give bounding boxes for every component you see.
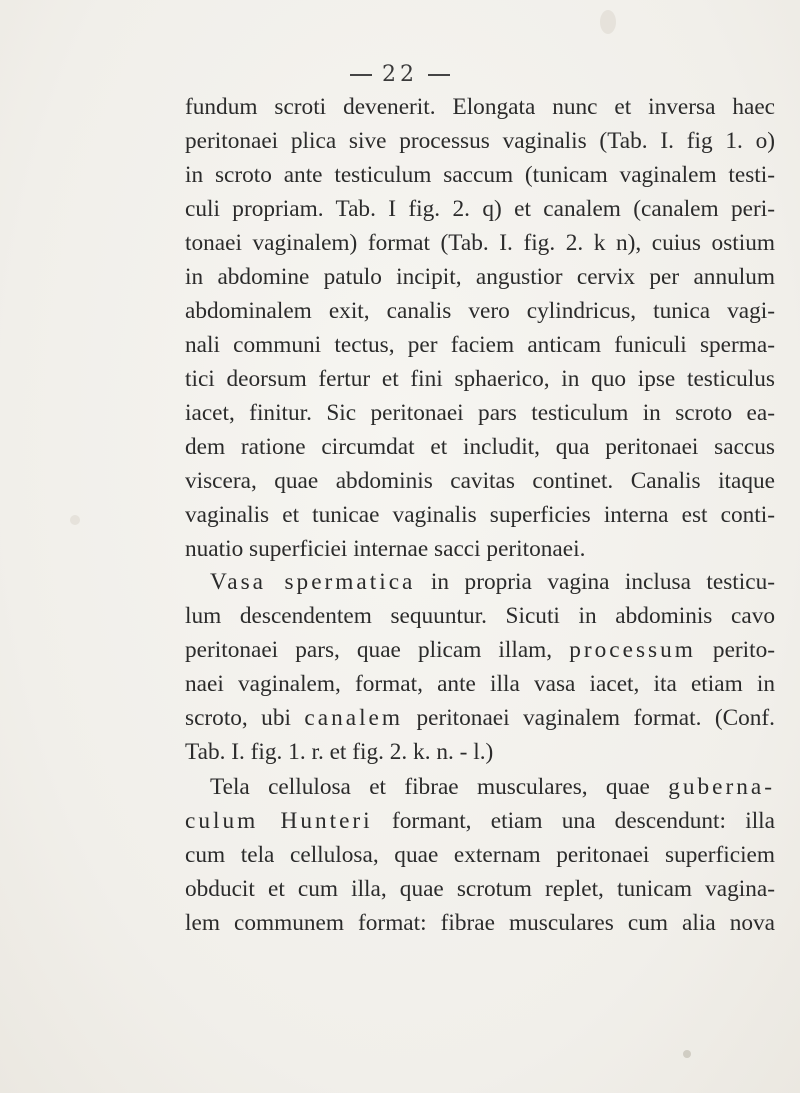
spaced-term: culum Hunteri	[185, 808, 373, 834]
text-line: naei vaginalem, format, ante illa vasa iacet, ita etiam in	[185, 671, 775, 697]
text-line: nuatio superficiei internae sacci peritonaei.	[185, 536, 586, 562]
text-line: fundum scroti devenerit. Elongata nunc et inversa haec	[185, 94, 775, 120]
text-span: in propria vagina inclusa testicu-	[430, 569, 776, 595]
spaced-term: Vasa spermatica	[210, 569, 416, 595]
text-line: peritonaei plica sive processus vaginalis (Tab. I. fig 1. o)	[185, 128, 775, 154]
page-number-dash-right	[428, 74, 450, 76]
paper-stain	[70, 515, 80, 525]
text-line: vaginalis et tunicae vaginalis superficies interna est conti-	[185, 502, 775, 528]
text-line: obducit et cum illa, quae scrotum replet, tunicam vagina-	[185, 876, 775, 902]
text-line: in scroto ante testiculum saccum (tunicam vaginalem testi-	[185, 162, 775, 188]
page-number	[0, 62, 800, 87]
text-span: perito-	[712, 637, 776, 663]
text-line: culi propriam. Tab. I fig. 2. q) et canalem (canalem peri-	[185, 196, 775, 222]
text-span: formant, etiam una descendunt: illa	[391, 808, 775, 834]
spaced-term: guberna-	[668, 774, 775, 800]
paper-stain	[600, 10, 616, 34]
text-line	[185, 770, 775, 804]
text-line: tonaei vaginalem) format (Tab. I. fig. 2. k n), cuius ostium	[185, 230, 775, 256]
page-number-text: 22	[382, 62, 418, 87]
text-line: iacet, finitur. Sic peritonaei pars testiculum in scroto ea-	[185, 400, 775, 426]
text-line: lem communem format: fibrae musculares cum alia nova	[185, 910, 775, 936]
paragraph-3	[185, 770, 775, 940]
text-line: viscera, quae abdominis cavitas continet. Canalis itaque	[185, 468, 775, 494]
text-line	[185, 804, 775, 838]
paper-stain	[683, 1050, 691, 1058]
paragraph-1	[185, 90, 775, 566]
text-line	[185, 565, 775, 599]
text-line: lum descendentem sequuntur. Sicuti in abdominis cavo	[185, 603, 775, 629]
paragraph-2	[185, 565, 775, 769]
text-line: nali communi tectus, per faciem anticam funiculi sperma-	[185, 332, 775, 358]
text-line: dem ratione circumdat et includit, qua peritonaei saccus	[185, 434, 775, 460]
spaced-term: processum	[569, 637, 696, 663]
text-line	[185, 633, 775, 667]
text-line	[185, 701, 775, 735]
page-number-dash-left	[350, 74, 372, 76]
text-line: abdominalem exit, canalis vero cylindricus, tunica vagi-	[185, 298, 775, 324]
text-span: Tela cellulosa et fibrae musculares, quae	[210, 774, 650, 800]
text-span: peritonaei pars, quae plicam illam,	[185, 637, 553, 663]
text-line: Tab. I. fig. 1. r. et fig. 2. k. n. - l.)	[185, 739, 494, 765]
spaced-term: canalem	[304, 705, 404, 731]
text-span: scroto, ubi	[185, 705, 291, 731]
text-line: cum tela cellulosa, quae externam peritonaei superficiem	[185, 842, 775, 868]
text-line: in abdomine patulo incipit, angustior cervix per annulum	[185, 264, 775, 290]
text-span: peritonaei vaginalem format. (Conf.	[416, 705, 776, 731]
text-line: tici deorsum fertur et fini sphaerico, in quo ipse testiculus	[185, 366, 775, 392]
